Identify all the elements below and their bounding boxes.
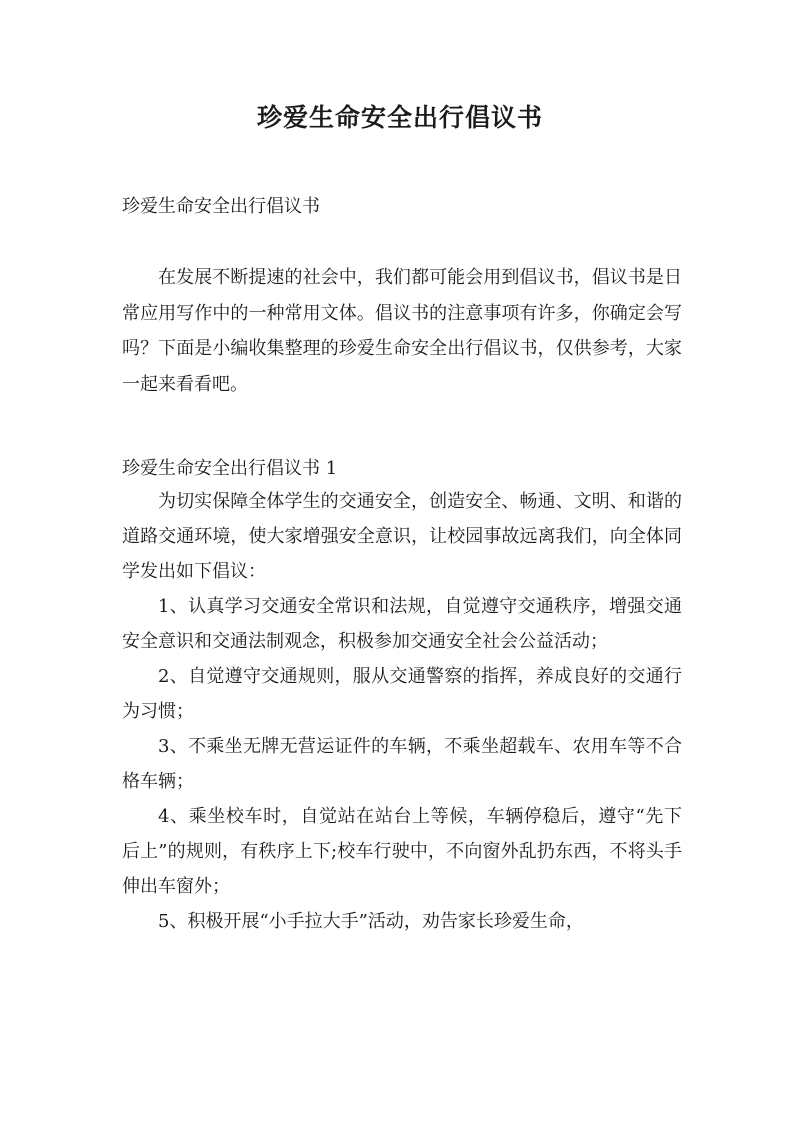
- document-subtitle: 珍爱生命安全出行倡议书: [122, 196, 320, 217]
- document-title: 珍爱生命安全出行倡议书: [256, 103, 543, 132]
- list-item: 4、乘坐校车时，自觉站在站台上等候，车辆停稳后，遵守“先下后上”的规则，有秩序上下;校车行驶中，不向窗外乱扔东西，不将头手伸出车窗外；: [122, 806, 682, 897]
- list-item: 1、认真学习交通安全常识和法规，自觉遵守交通秩序，增强交通安全意识和交通法制观念，积极参加交通安全社会公益活动；: [122, 596, 682, 652]
- intro-section: [122, 260, 682, 402]
- section-1-body: [122, 484, 682, 939]
- list-item: 3、不乘坐无牌无营运证件的车辆，不乘坐超载车、农用车等不合格车辆；: [122, 736, 682, 792]
- list-item: 5、积极开展“小手拉大手”活动，劝告家长珍爱生命，: [158, 911, 584, 932]
- section-1-intro-paragraph: 为切实保障全体学生的交通安全，创造安全、畅通、文明、和谐的道路交通环境，使大家增强安全意识，让校园事故远离我们，向全体同学发出如下倡议：: [122, 491, 682, 582]
- section-1-title: 珍爱生命安全出行倡议书 1: [122, 458, 338, 479]
- list-item: 2、自觉遵守交通规则，服从交通警察的指挥，养成良好的交通行为习惯；: [122, 666, 682, 722]
- intro-paragraph: 在发展不断提速的社会中，我们都可能会用到倡议书，倡议书是日常应用写作中的一种常用文体。倡议书的注意事项有许多，你确定会写吗？下面是小编收集整理的珍爱生命安全出行倡议书，仅供参考，大家一起来看看吧。: [122, 267, 682, 395]
